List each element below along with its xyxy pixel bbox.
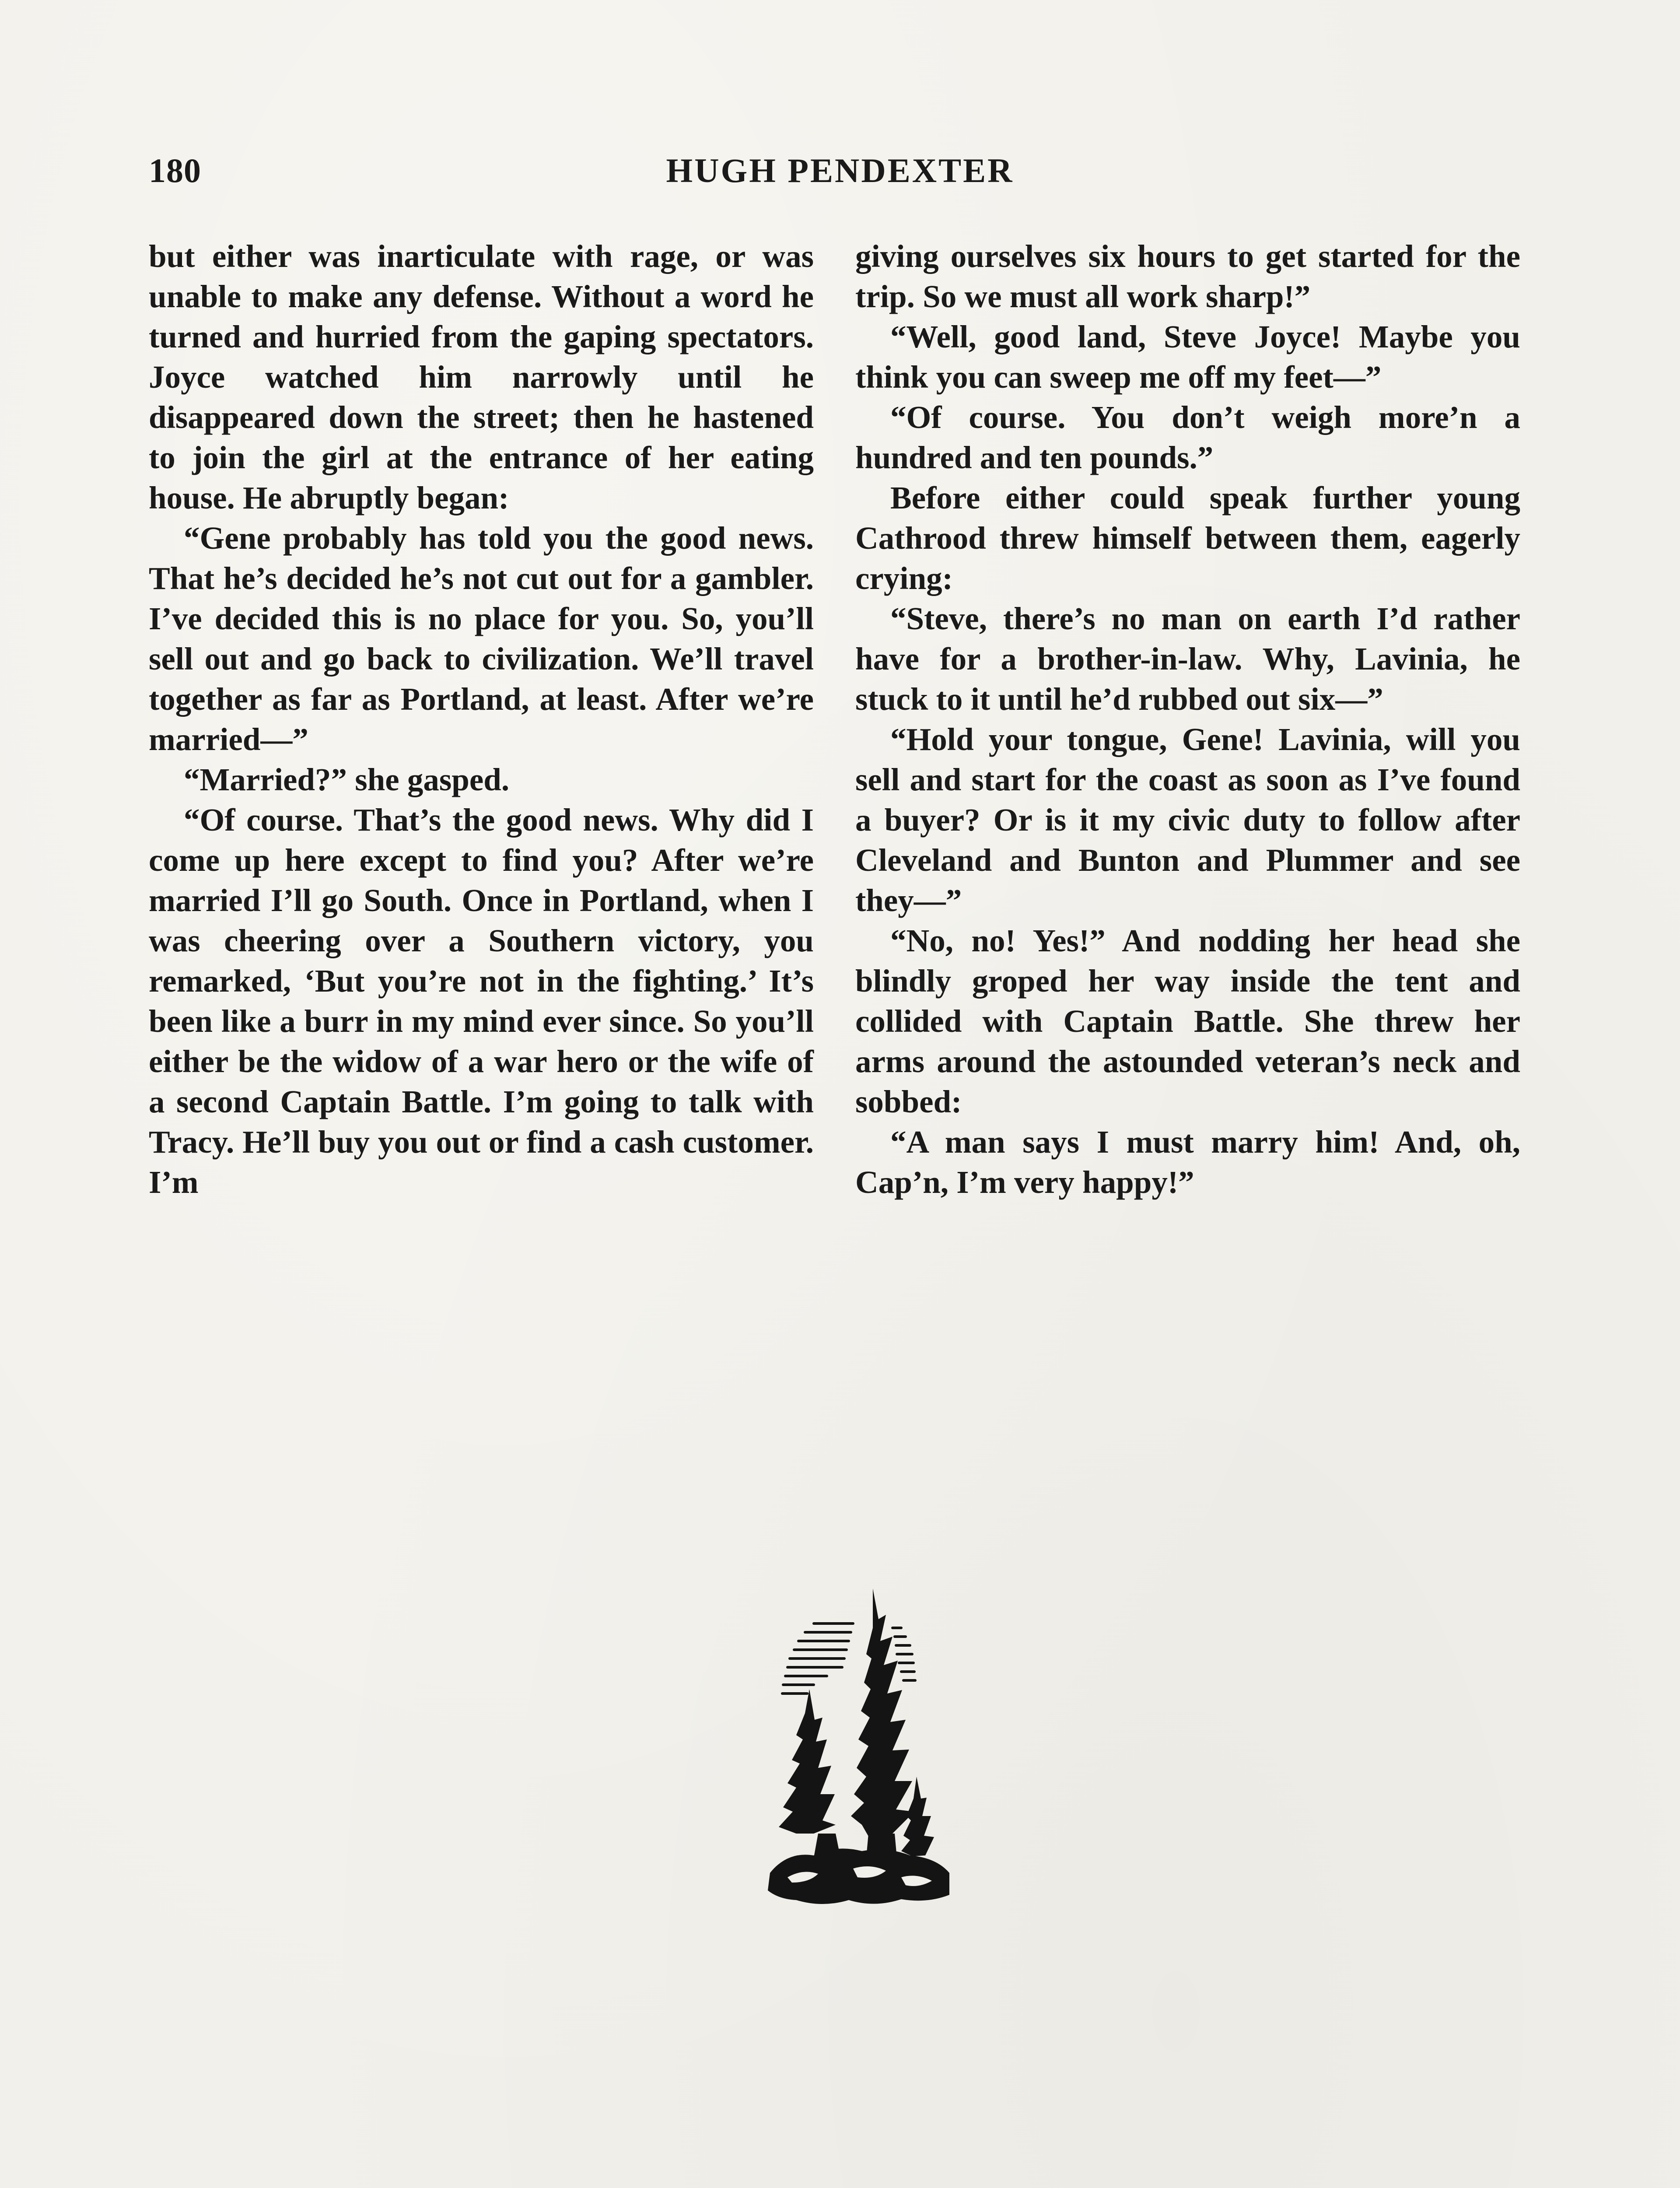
running-head: HUGH PENDEXTER	[666, 151, 1014, 189]
page-number: 180	[149, 151, 201, 189]
paragraph: but either was inarticulate with rage, or was unable to make any defense. Without a word he turned and hurried from the gaping spectators. Joyce watched him narrowly until he disappeared down the street; then he hastened to join the girl at the entrance of her eating house. He abruptly began:	[149, 238, 814, 515]
pine-trees-icon	[761, 1588, 954, 1930]
page-header	[149, 151, 1531, 199]
left-text-column	[149, 236, 814, 1203]
right-text-column	[855, 236, 1520, 1203]
paragraph: Before either could speak further young Cathrood threw himself between them, eagerly crying:	[855, 480, 1520, 596]
paragraph: “Well, good land, Steve Joyce! Maybe you think you can sweep me off my feet—”	[855, 319, 1520, 395]
paragraph: “Steve, there’s no man on earth I’d rather have for a brother-in-law. Why, Lavinia, he stuck to it until he’d rubbed out six—”	[855, 601, 1520, 717]
paragraph: “No, no! Yes!” And nodding her head she blindly groped her way inside the tent and collided with Captain Battle. She threw her arms around the astounded veteran’s neck and sobbed:	[855, 923, 1520, 1119]
paragraph: “Married?” she gasped.	[184, 762, 510, 797]
paragraph: “Of course. That’s the good news. Why did I come up here except to find you? After we’re married I’ll go South. Once in Portland, when I was cheering over a Southern victory, you remarked, ‘But you’re not in the fighting.’ It’s been like a burr in my mind ever since. So you’ll either be the widow of a war hero or the wife of a second Captain Battle. I’m going to talk with Tracy. He’ll buy you out or find a cash customer. I’m	[149, 802, 814, 1200]
paragraph: giving ourselves six hours to get started for the trip. So we must all work sharp!”	[855, 238, 1520, 314]
paragraph: “Of course. You don’t weigh more’n a hundred and ten pounds.”	[855, 400, 1520, 475]
paragraph: “Gene probably has told you the good news. That he’s decided he’s not cut out for a gambler. I’ve decided this is no place for you. So, you’ll sell out and go back to civilization. We’ll travel together as far as Portland, at least. After we’re married—”	[149, 520, 814, 757]
paragraph: “A man says I must marry him! And, oh, Cap’n, I’m very happy!”	[855, 1124, 1520, 1200]
paragraph: “Hold your tongue, Gene! Lavinia, will you sell and start for the coast as soon as I’ve found a buyer? Or is it my civic duty to follow after Cleveland and Bunton and Plummer and see they—”	[855, 722, 1520, 918]
